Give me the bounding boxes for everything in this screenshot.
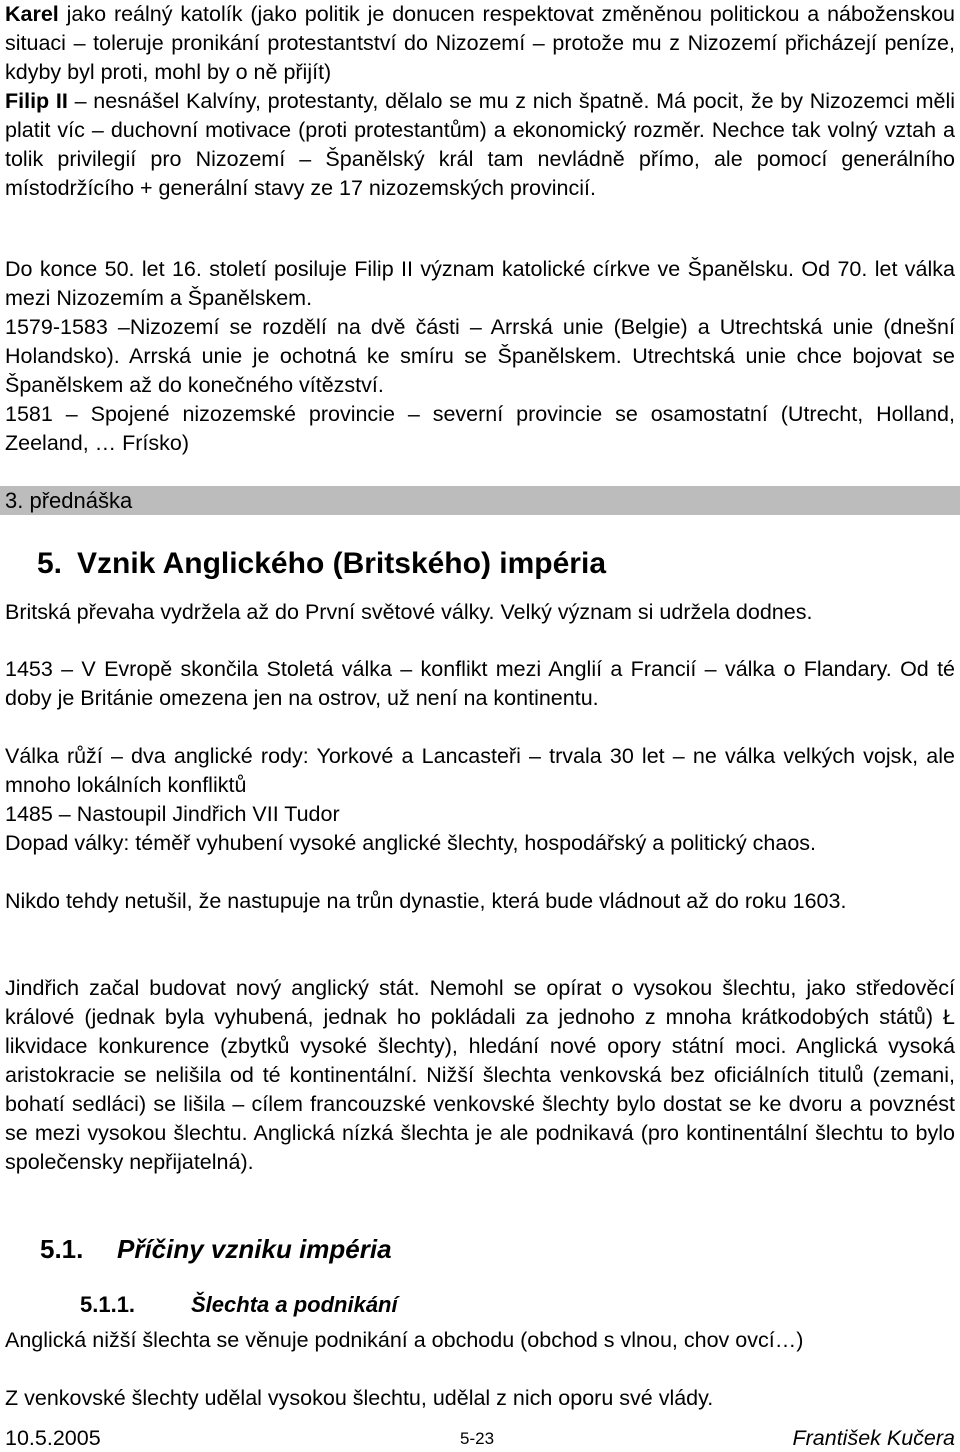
paragraph-text: Jindřich začal budovat nový anglický stát. Nemohl se opírat o vysokou šlechtu, jako středověcí králové (jednak byla vyhubená, jednak ho pokládali za jednoho z mnoha krátkodobých států) Ł likvidace konkurence (zbytků vysoké šlechty), hledání nové opory státní moci. Anglická vysoká aristokracie se nelišila od té kontinentální. Nižší šlechta venkovská bez oficiálních titulů (zemani, bohatí sedláci) se lišila – cílem francouzské venkovské šlechty bylo dostat se ke dvoru a povznést se mezi vysokou šlechtu. Anglická nízká šlechta je ale podnikavá (pro kontinentální šlechtu to bylo společensky nepřijatelná). (5, 976, 955, 1174)
paragraph-britska-prevaha (5, 598, 955, 627)
paragraph-text: Anglická nižší šlechta se věnuje podnikání a obchodu (obchod s vlnou, chov ovcí…) (5, 1328, 804, 1352)
lecture-label-bar (0, 486, 960, 515)
paragraph-1453 (5, 655, 955, 713)
name-filip: Filip II (5, 89, 68, 113)
page-footer (5, 1425, 955, 1452)
paragraph-nikdo-netusil (5, 887, 955, 916)
paragraph-filip-text: – nesnášel Kalvíny, protestanty, dělalo se mu z nich špatně. Má pocit, že by Nizozemci měli platit víc – duchovní motivace (proti protestantům) a ekonomický rozměr. Nechce tak volný vztah a tolik privilegií pro Nizozemí – Španělský král tam nevládně přímo, ale pomocí generálního místodržícího + generální stavy ze 17 nizozemských provincií. (5, 89, 955, 200)
paragraph-karel (5, 0, 955, 87)
chapter-title: Vznik Anglického (Britského) impéria (77, 547, 606, 580)
paragraph-text: Nikdo tehdy netušil, že nastupuje na trůn dynastie, která bude vládnout až do roku 1603. (5, 889, 847, 913)
paragraph-jindrich (5, 974, 955, 1177)
subsection-heading (80, 1290, 398, 1320)
lecture-label: 3. přednáška (5, 488, 133, 513)
section-number: 5.1. (40, 1234, 84, 1264)
footer-author: František Kučera (792, 1426, 955, 1450)
paragraph-venkovska-slechta (5, 1384, 955, 1413)
subsection-title: Šlechta a podnikání (191, 1292, 398, 1317)
paragraph-valka-ruzi: Válka růží – dva anglické rody: Yorkové a Lancasteři – trvala 30 let – ne válka velkých vojsk, ale mnoho lokálních konfliktů (5, 744, 955, 797)
name-karel: Karel (5, 2, 59, 26)
paragraph-group-valka-ruzi (5, 742, 955, 858)
paragraph-do-konce: Do konce 50. let 16. století posiluje Filip II význam katolické církve ve Španělsku. Od 70. let válka mezi Nizozemím a Španělskem. (5, 257, 955, 310)
paragraph-text: Britská převaha vydržela až do První světové války. Velký význam si udržela dodnes. (5, 600, 813, 624)
paragraph-text: 1453 – V Evropě skončila Stoletá válka – konflikt mezi Anglií a Francií – válka o Flandary. Od té doby je Británie omezena jen na ostrov, už není na kontinentu. (5, 657, 955, 710)
footer-date: 10.5.2005 (5, 1426, 101, 1450)
paragraph-text: Z venkovské šlechty udělal vysokou šlechtu, udělal z nich oporu své vlády. (5, 1386, 714, 1410)
paragraph-filip (5, 87, 955, 203)
section-title: Příčiny vzniku impéria (117, 1234, 392, 1264)
paragraph-1581: 1581 – Spojené nizozemské provincie – severní provincie se osamostatní (Utrecht, Holland, Zeeland, … Frísko) (5, 402, 955, 455)
paragraph-dopad-valky: Dopad války: téměř vyhubení vysoké anglické šlechty, hospodářský a politický chaos. (5, 831, 817, 855)
paragraph-group-nizozemi (5, 255, 955, 458)
paragraph-karel-text: jako reálný katolík (jako politik je donucen respektovat změněnou politickou a náboženskou situaci – toleruje pronikání protestantství do Nizozemí – protože mu z Nizozemí přicházejí peníze, kdyby byl proti, mohl by o ně přijít) (5, 2, 955, 84)
paragraph-nizsi-slechta (5, 1326, 955, 1355)
paragraph-1485: 1485 – Nastoupil Jindřich VII Tudor (5, 802, 340, 826)
subsection-number: 5.1.1. (80, 1292, 136, 1317)
section-heading (40, 1231, 392, 1267)
paragraph-karel-filip (5, 0, 955, 203)
chapter-number: 5. (37, 547, 63, 580)
chapter-heading (37, 544, 606, 584)
paragraph-1579: 1579-1583 –Nizozemí se rozdělí na dvě části – Arrská unie (Belgie) a Utrechtská unie (dnešní Holandsko). Arrská unie je ochotná ke smíru se Španělskem. Utrechtská unie chce bojovat se Španělskem až do konečného vítězství. (5, 315, 955, 397)
footer-page-number: 5-23 (460, 1429, 495, 1448)
